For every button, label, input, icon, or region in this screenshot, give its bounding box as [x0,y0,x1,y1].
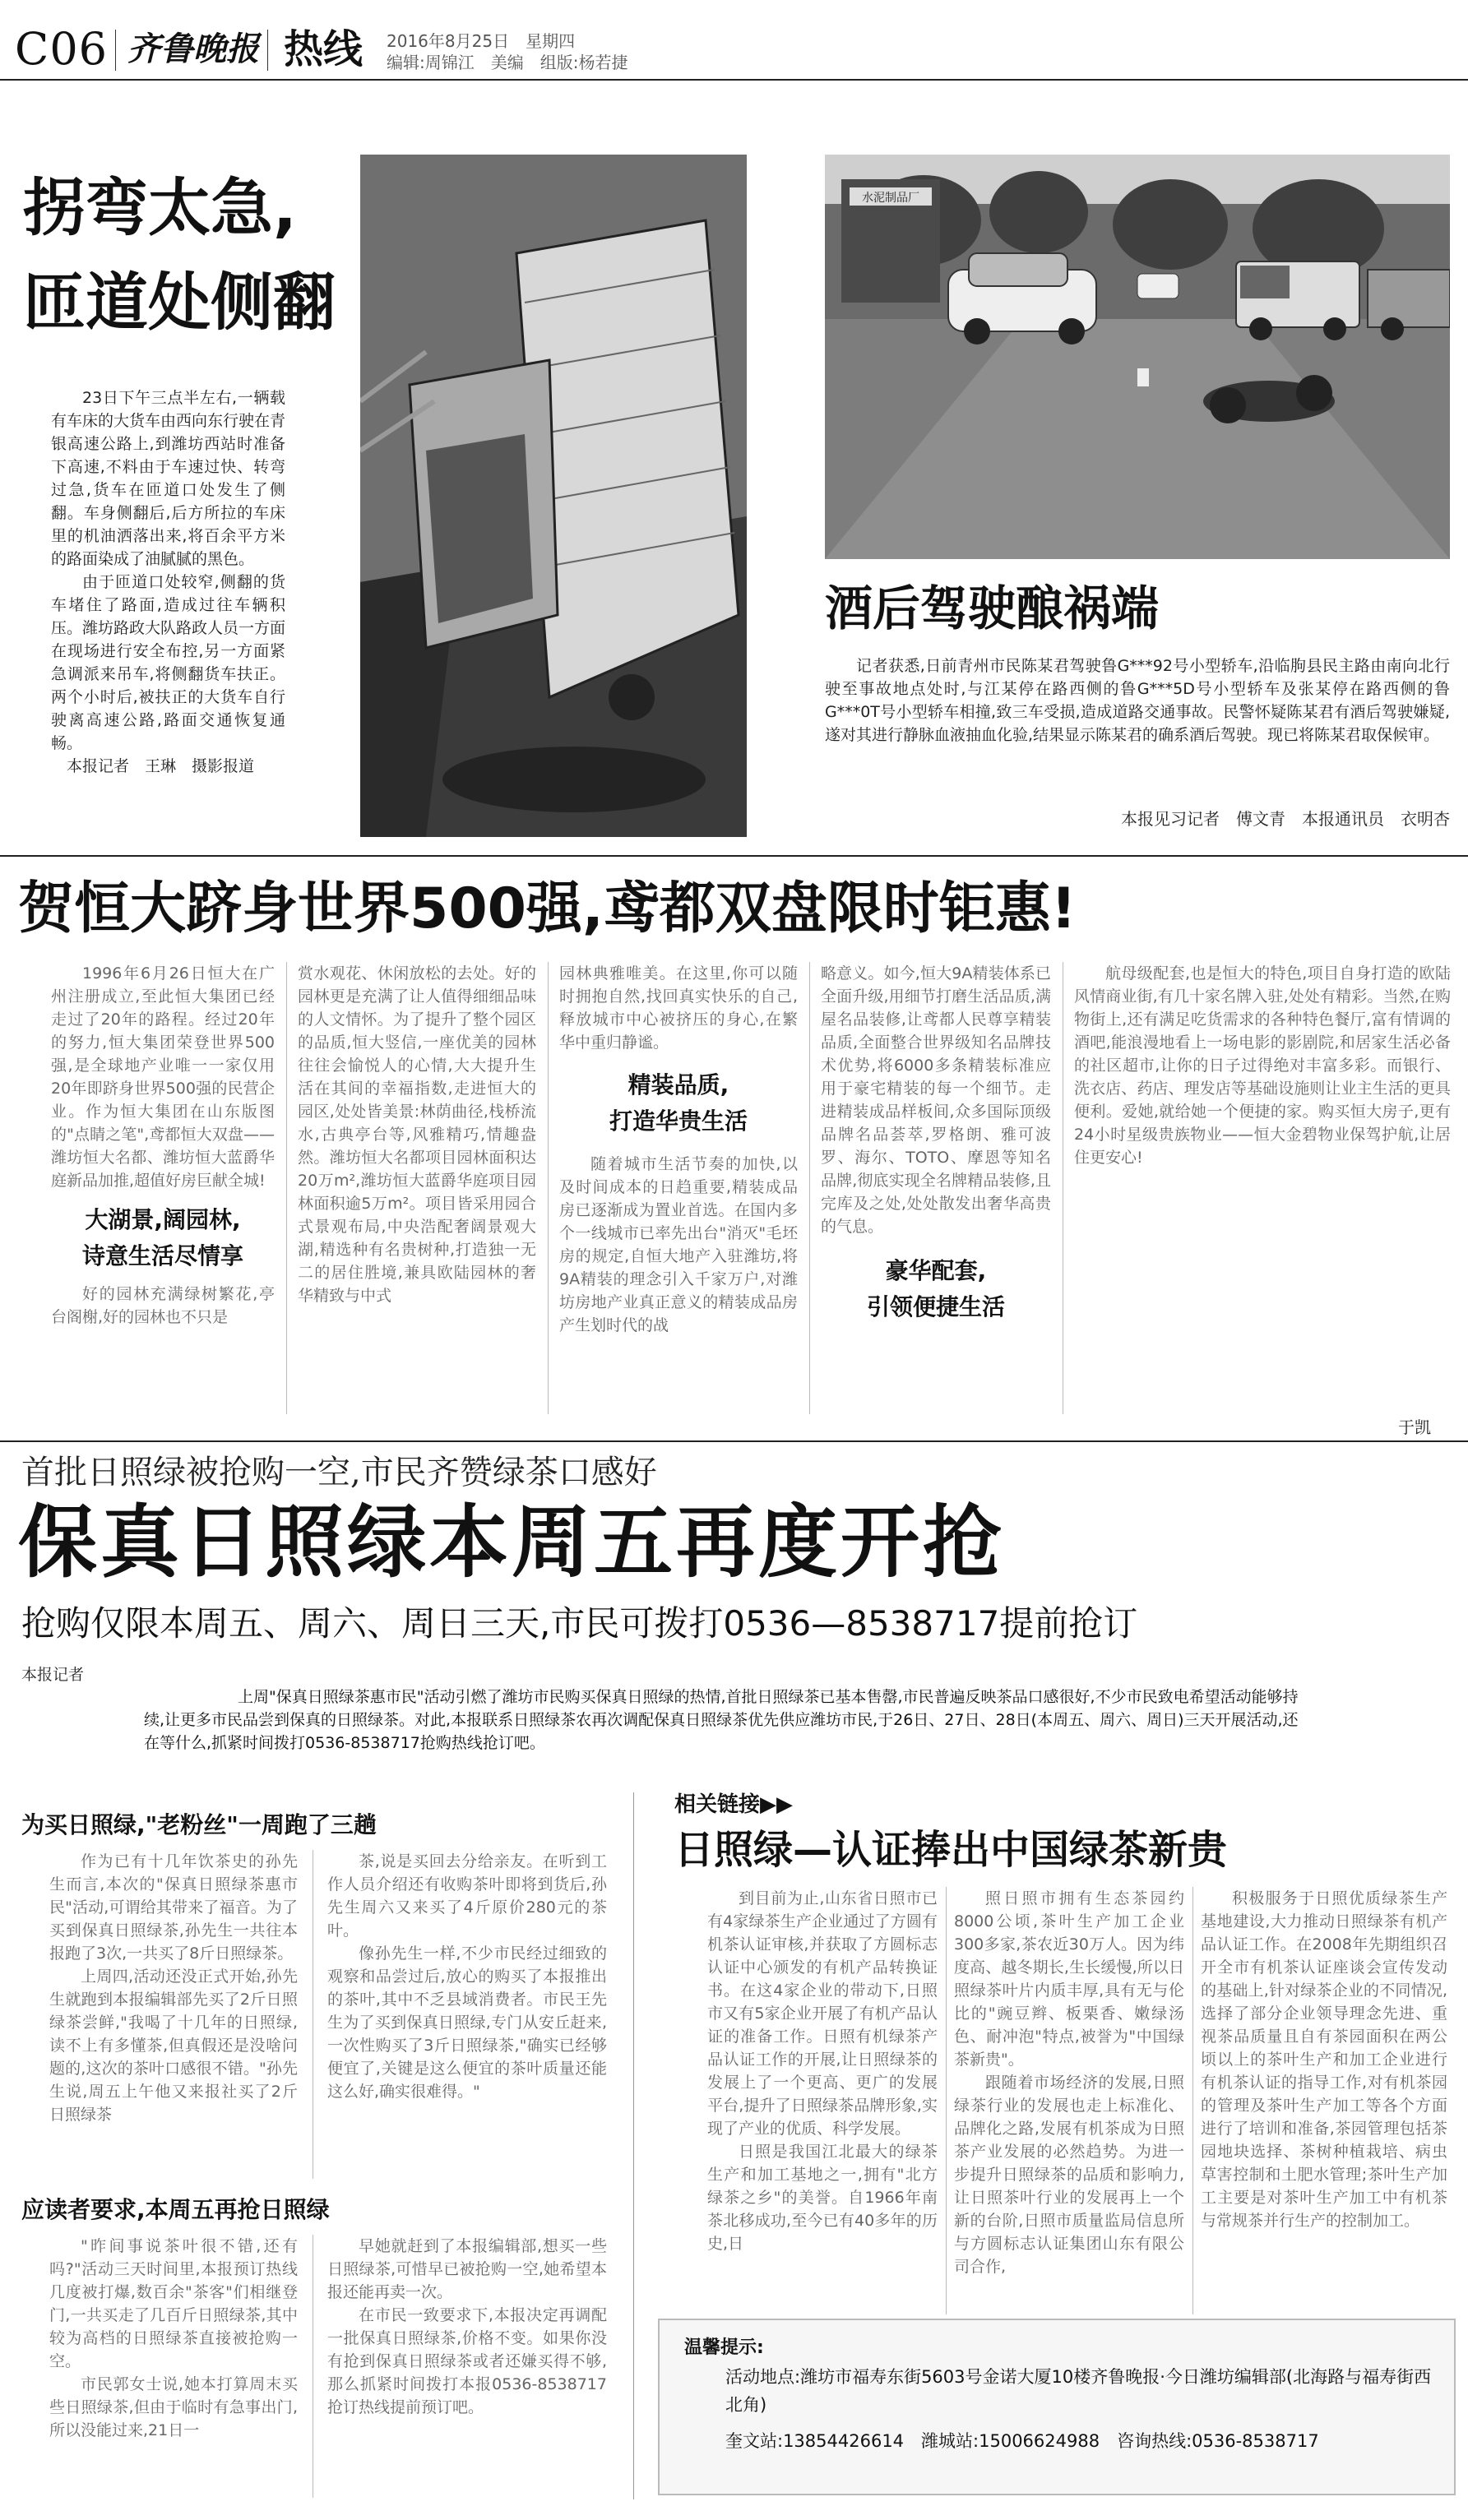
accident-scene-photo [825,155,1450,559]
ad2-section-title: 应读者要求,本周五再抢日照绿 [21,2196,330,2223]
column-divider [809,962,810,1414]
section-divider [633,1792,634,2499]
related-headline: 日照绿—认证捧出中国绿茶新贵 [674,1827,1228,1873]
ad1-column-1 [51,962,275,1329]
ad2-byline: 本报记者 [21,1666,85,1684]
ad1-headline: 贺恒大跻身世界500强,鸢都双盘限时钜惠! [18,876,1077,941]
column-divider [1192,1887,1193,2314]
story1-paragraph: 由于匝道口处较窄,侧翻的货车堵住了路面,造成过往车辆积压。潍坊路政大队路政人员一方面在现场进行安全布控,另一方面紧急调派来吊车,将侧翻货车扶正。两个小时后,被扶正的大货车自行驶离高速公路,路面交通恢复通畅。 [51,573,286,752]
newspaper-logo: 齐鲁晚报 [127,30,259,68]
story2-byline: 本报见习记者 傅文青 本报通讯员 衣明杏 [1121,809,1450,829]
column-paragraph: 作为已有十几年饮茶史的孙先生而言,本次的"保真日照绿茶惠市民"活动,可谓给其带来了福音。为了买到保真日照绿茶,孙先生一共往本报跑了3次,一共买了8斤日照绿茶。 [49,1852,298,1963]
masthead-divider [115,30,116,71]
masthead-divider [267,30,268,71]
story1-byline: 本报记者 王琳 摄影报道 [67,757,255,775]
story2-headline: 酒后驾驶酿祸端 [825,580,1160,636]
notice-box [658,2319,1456,2495]
ad2-lede: 上周"保真日照绿茶惠市民"活动引燃了潍坊市民购买保真日照绿的热情,首批日照绿茶已基本售罄,市民普遍反映茶品口感很好,不少市民致电希望活动能够持续,让更多市民品尝到保真的日照绿茶。对此,本报联系日照绿茶农再次调配保真日照绿茶优先供应潍坊市民,于26日、27日、28日(本周五、周六、周日)三天开展活动,还在等什么,抓紧时间拨打0536-8538717抢购热线抢订吧。 [144,1688,1299,1752]
truck-illustration [360,155,747,837]
related-col2 [954,1887,1184,2278]
column-paragraph: 跟随着市场经济的发展,日照绿茶行业的发展也走上标准化、品牌化之路,发展有机茶成为日照茶产业发展的必然趋势。为进一步提升日照绿茶的品质和影响力,让日照茶叶行业的发展再上一个新的台阶,日照市质量监局信息所与方圆标志认证集团山东有限公司合作, [954,2074,1184,2276]
story2-paragraph: 记者获悉,日前青州市民陈某君驾驶鲁G***92号小型轿车,沿临朐县民主路由南向北行驶至事故地点处时,与江某停在路西侧的鲁G***5D号小型轿车及张某停在路西侧的鲁G***0T号小型轿车相撞,致三车受损,造成道路交通事故。民警怀疑陈某君有酒后驾驶嫌疑,遂对其进行静脉血液抽血化验,结果显示陈某君的确系酒后驾驶。现已将陈某君取保候审。 [825,657,1450,744]
ad2-s2-col1 [49,2235,298,2442]
related-link-label: 相关链接▶▶ [674,1792,793,1817]
ad2-headline: 保真日照绿本周五再度开抢 [18,1496,1005,1588]
column-paragraph: 日照是我国江北最大的绿茶生产和加工基地之一,拥有"北方绿茶之乡"的美誉。自1966年南茶北移成功,至今已有40多年的历史,日 [707,2143,938,2253]
related-col1 [707,1887,938,2255]
ad2-s1-col1 [49,1850,298,2126]
ad2-s2-col2 [327,2235,607,2419]
ad1-paragraph: 航母级配套,也是恒大的特色,项目自身打造的欧陆风情商业街,有几十家名牌入驻,处处有精彩。当然,在购物街上,还有满足吃货需求的各种特色餐厅,富有情调的酒吧,能浪漫地看上一场电影的影剧院,和居家生活必备的社区超市,让你的日子过得绝对丰富多彩。而银行、洗衣店、药店、理发店等基础设施则让业主生活的更具便利。爱她,就给她一个便捷的家。购买恒大房子,更有24小时星级贵族物业——恒大金碧物业保驾护航,让居住更安心! [1074,964,1451,1167]
page-number: C06 [15,23,109,75]
column-paragraph: 上周四,活动还没正式开始,孙先生就跑到本报编辑部先买了2斤日照绿茶尝鲜,"我喝了十几年的日照绿,读不上有多懂茶,但真假还是没啥问题的,这次的茶叶口感很不错。"孙先生说,周五上午他又来报社买了2斤日照绿茶 [49,1967,298,2124]
related-col3 [1201,1887,1447,2232]
ad1-paragraph: 随着城市生活节奏的加快,以及时间成本的日趋重要,精装成品房已逐渐成为置业首选。在国内多个一线城市已率先出台"消灭"毛坯房的规定,自恒大地产入驻潍坊,将9A精装的理念引入千家万户,对潍坊房地产业真正意义的精装成品房产生划时代的战 [559,1155,798,1334]
ad1-paragraph: 1996年6月26日恒大在广州注册成立,至此恒大集团已经走过了20年的路程。经过20年的努力,恒大集团荣登世界500强,是全球地产业唯一一家仅用20年即跻身世界500强的民营企业。作为恒大集团在山东版图的"点睛之笔",鸢都恒大双盘——潍坊恒大名都、潍坊恒大蓝爵华庭新品加推,超值好房巨献全城! [51,964,275,1190]
ad1-subhead: 精装品质, 打造华贵生活 [609,1071,748,1135]
column-divider [286,962,287,1414]
ad1-column-5 [1074,962,1451,1169]
column-paragraph: 早她就赶到了本报编辑部,想买一些日照绿茶,可惜早已被抢购一空,她希望本报还能再卖一次。 [327,2237,607,2301]
column-paragraph: 积极服务于日照优质绿茶生产基地建设,大力推动日照绿茶有机产品认证工作。在2008年先期组织召开全市有机茶认证座谈会宣传发动的基础上,针对绿茶企业的不同情况,选择了部分企业领导理念先进、重视茶品质量且自有茶园面积在两公顷以上的茶叶生产和加工企业进行有机茶认证的指导工作,对有机茶园的管理及茶叶生产加工等各个方面进行了培训和准备,茶园管理包括茶园地块选择、茶树种植栽培、病虫草害控制和土肥水管理;茶叶生产加工主要是对茶叶生产加工中有机茶与常规茶并行生产的控制加工。 [1201,1889,1447,2230]
ad1-paragraph: 好的园林充满绿树繁花,亭台阁榭,好的园林也不只是 [51,1285,275,1326]
ad2-s1-col2 [327,1850,607,2103]
notice-title: 温馨提示: [684,2337,764,2358]
accident-illustration [825,155,1450,559]
ad2-section-title: 为买日照绿,"老粉丝"一周跑了三趟 [21,1811,377,1838]
ad1-subhead: 大湖景,阔园林, 诗意生活尽情享 [81,1206,243,1269]
ad1-paragraph: 略意义。如今,恒大9A精装体系已全面升级,用细节打磨生活品质,满屋名品装修,让鸢都人民尊享精装品质,全面整合世界级知名品牌技术优势,将6000多条精装标准应用于豪宅精装的每一个细节。走进精装成品样板间,众多国际顶级品牌名品荟萃,罗格朗、雅可波罗、海尔、TOTO、摩恩等知名品牌,彻底实现全名牌精品装修,且完库及之处,处处散发出奢华高贵的气息。 [821,964,1051,1236]
column-paragraph: "昨间事说茶叶很不错,还有吗?"活动三天时间里,本报预订热线几度被打爆,数百余"茶客"们相继登门,一共买走了几百斤日照绿茶,其中较为高档的日照绿茶直接被抢购一空。 [49,2237,298,2370]
column-paragraph: 市民郭女士说,她本打算周末买些日照绿茶,但由于临时有急事出门,所以没能过来,21日一 [49,2375,298,2439]
column-divider [946,1887,947,2314]
column-paragraph: 在市民一致要求下,本报决定再调配一批保真日照绿茶,价格不变。如果你没有抢到保真日照绿茶或者还嫌买得不够,那么抓紧时间拨打本报0536-8538717抢订热线提前预订吧。 [327,2306,607,2416]
overturned-truck-photo [360,155,747,837]
column-paragraph: 茶,说是买回去分给亲友。在听到工作人员介绍还有收购茶叶即将到货后,孙先生周六又来买了4斤原价280元的茶叶。 [327,1852,607,1940]
story1-headline-line2: 匝道处侧翻 [23,266,336,339]
column-divider [548,962,549,1414]
ad1-paragraph: 园林典雅唯美。在这里,你可以随时拥抱自然,找回真实快乐的自己,释放城市中心被挤压的身心,在繁华中重归静谧。 [559,964,798,1052]
ad1-column-3 [559,962,798,1337]
ad1-column-2 [298,962,536,1307]
section-title: 热线 [284,26,364,72]
ad1-byline: 于凯 [1398,1417,1431,1437]
section-rule [0,855,1468,857]
story1-paragraph: 23日下午三点半左右,一辆载有车床的大货车由西向东行驶在青银高速公路上,到潍坊西站时准备下高速,不料由于车速过快、转弯过急,货车在匝道口处发生了侧翻。车身侧翻后,后方所拉的车床里的机油洒落出来,将百余平方米的路面染成了油腻腻的黑色。 [51,389,286,568]
story1-body [51,386,285,778]
ad1-paragraph: 赏水观花、休闲放松的去处。好的园林更是充满了让人值得细细品味的人文情怀。为了提升了整个园区的品质,恒大竖信,一座优美的园林往往会愉悦人的心情,大大提升生活在其间的幸福指数,走进恒大的园区,处处皆美景:林荫曲径,栈桥流水,古典亭台等,风雅精巧,情趣盎然。潍坊恒大名都项目园林面积达20万m²,潍坊恒大蓝爵华庭项目园林面积逾5万m²。项目皆采用园合式景观布局,中央浩配奢阔景观大湖,精选种有名贵树种,打造独一无二的居住胜境,兼具欧陆园林的奢华精致与中式 [298,964,536,1305]
story2-body [825,654,1450,747]
ad2-deck: 抢购仅限本周五、周六、周日三天,市民可拨打0536—8538717提前抢订 [21,1603,1138,1644]
editors-line: 编辑:周锦江 美编 组版:杨若捷 [387,53,628,72]
ad1-subhead: 豪华配套, 引领便捷生活 [866,1257,1005,1320]
ad2-kicker: 首批日照绿被抢购一空,市民齐赞绿茶口感好 [21,1454,657,1491]
section-rule [0,1440,1468,1442]
issue-date: 2016年8月25日 星期四 [387,31,576,51]
column-paragraph: 像孙先生一样,不少市民经过细致的观察和品尝过后,放心的购买了本报推出的茶叶,其中不乏县域消费者。市民王先生为了买到保真日照绿,专门从安丘赶来,一次性购买了3斤日照绿茶,"确实已经够便宜了,关键是这么便宜的茶叶质量还能这么好,确实很难得。" [327,1944,607,2101]
ad1-column-4 [821,962,1051,1325]
notice-location: 活动地点:潍坊市福寿东街5603号金诺大厦10楼齐鲁晚报·今日潍坊编辑部(北海路与福寿街西北角) [725,2367,1432,2415]
column-paragraph: 到目前为止,山东省日照市已有4家绿茶生产企业通过了方圆有机茶认证审核,并获取了方圆标志认证中心颁发的有机产品转换证书。在这4家企业的带动下,日照市又有5家企业开展了有机产品认证的准备工作。日照有机绿茶产品认证工作的开展,让日照绿茶的发展上了一个更高、更广的发展平台,提升了日照绿茶品牌形象,实现了产业的优质、科学发展。 [707,1889,938,2138]
masthead-rule [0,79,1468,81]
column-paragraph: 照日照市拥有生态茶园约8000公顷,茶叶生产加工企业300多家,茶农近30万人。因为纬度高、越冬期长,生长缓慢,所以日照绿茶叶片内质丰厚,具有无与伦比的"豌豆辫、板栗香、嫩绿汤色、耐冲泡"特点,被誉为"中国绿茶新贵"。 [954,1889,1184,2069]
notice-hotlines: 奎文站:13854426614 潍城站:15006624988 咨询热线:0536-8538717 [725,2431,1319,2451]
shop-sign: 水泥制品厂 [862,192,919,205]
story1-headline-line1: 拐弯太急, [23,171,297,244]
